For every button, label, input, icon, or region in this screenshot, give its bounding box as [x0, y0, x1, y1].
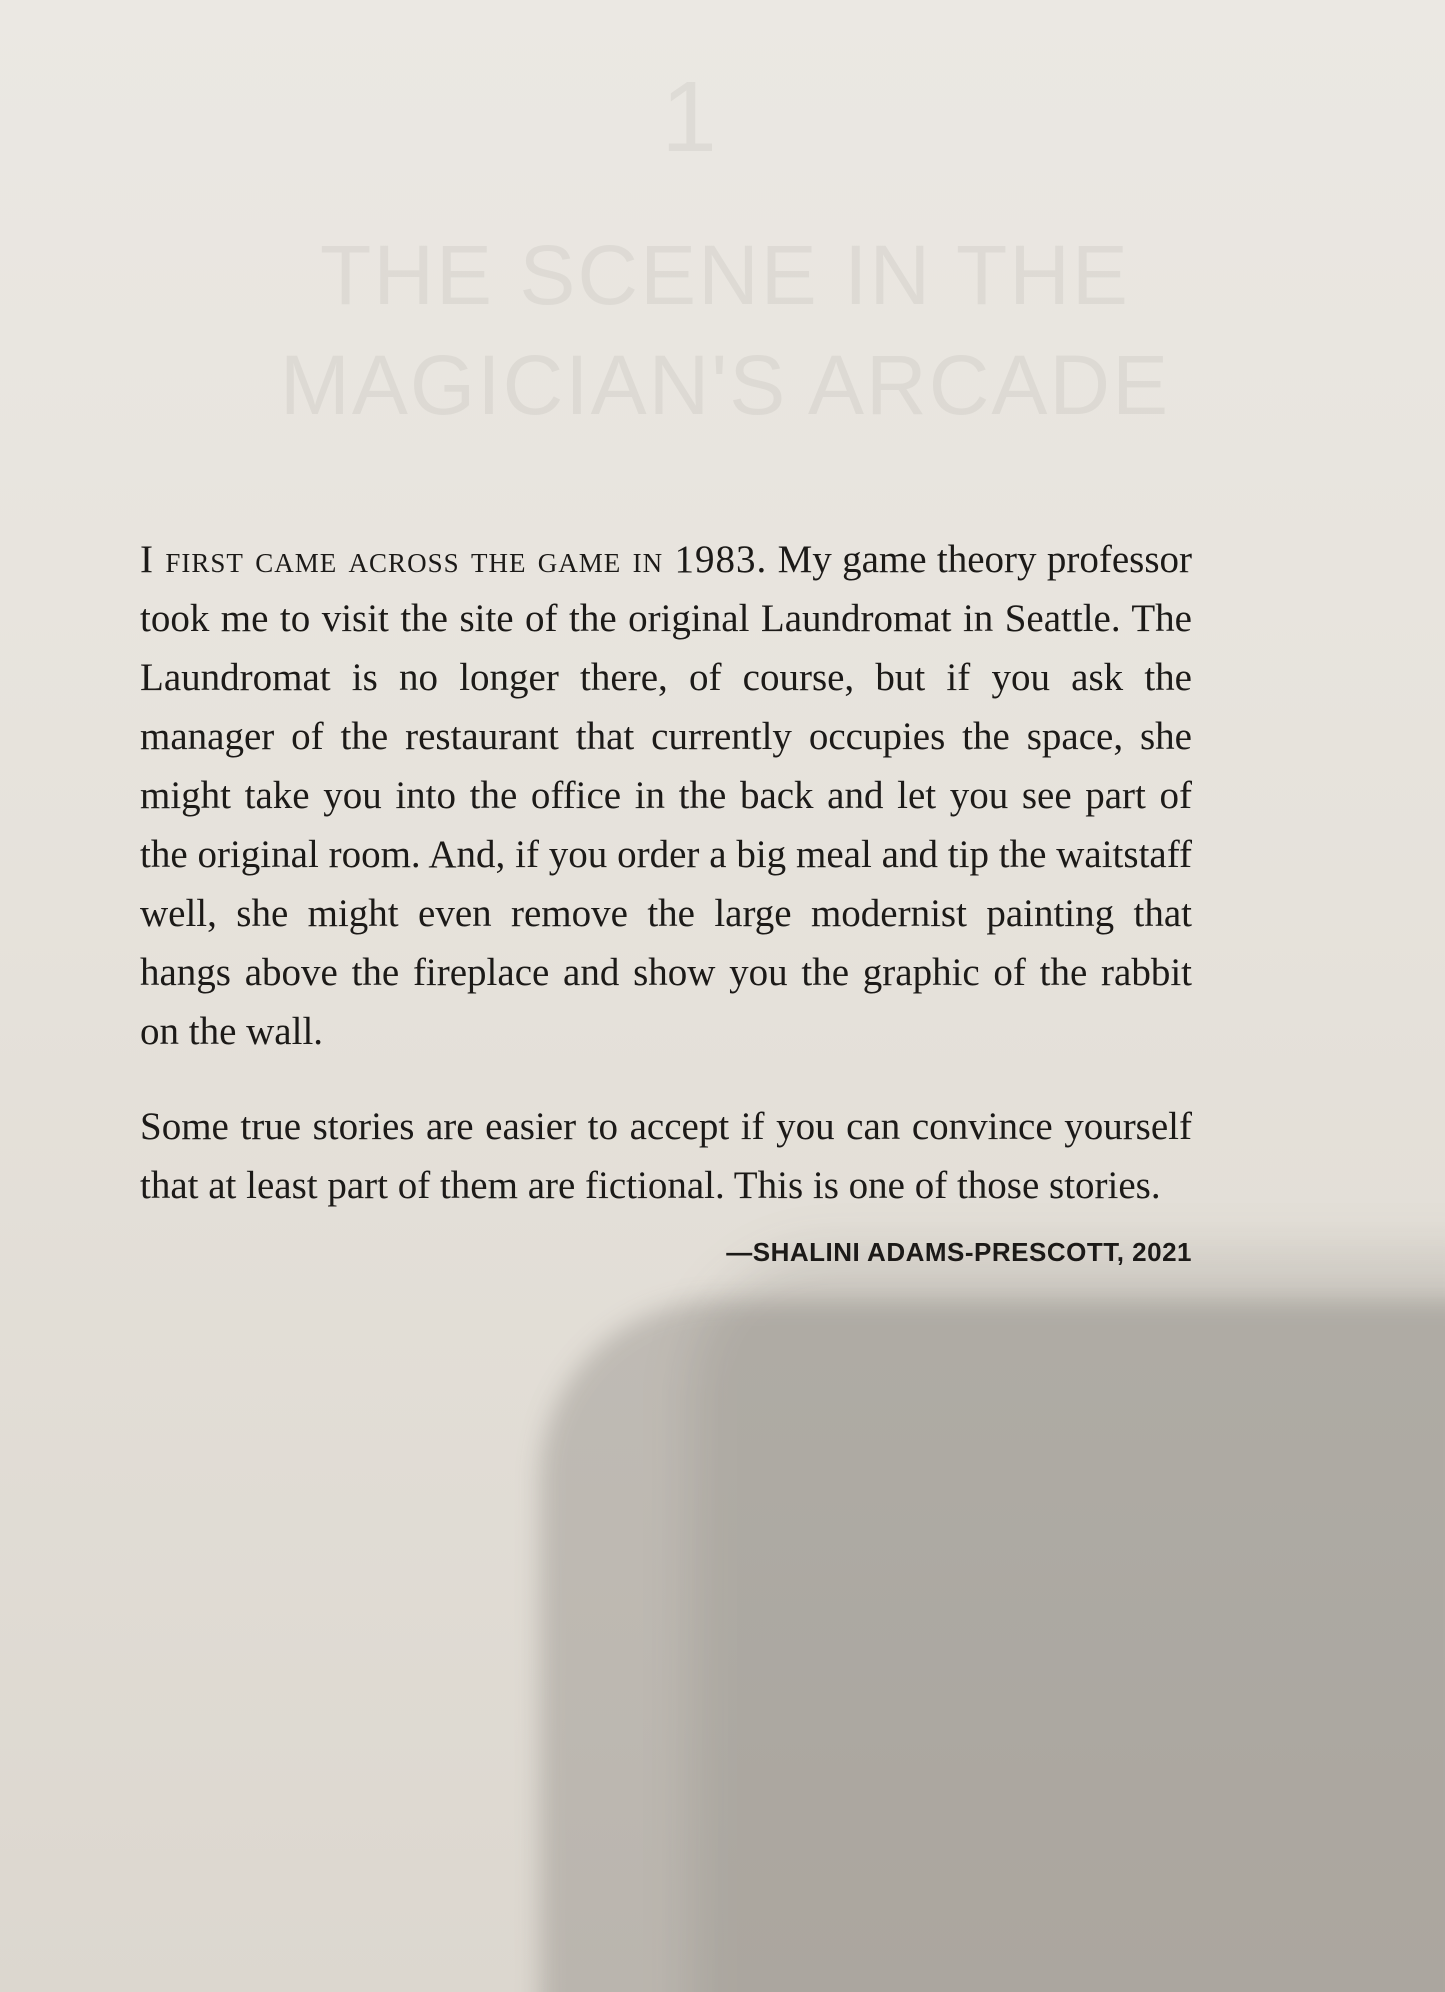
- bleed-through-chapter-title: THE SCENE IN THE MAGICIAN'S ARCADE: [279, 228, 1171, 432]
- attribution: —SHALINI ADAMS-PRESCOTT, 2021: [726, 1237, 1192, 1267]
- epigraph: [140, 530, 1192, 1268]
- epigraph-paragraph-1: [140, 530, 1192, 1061]
- bleed-through-chapter-number: 1: [661, 61, 719, 173]
- lead-in-smallcaps: I first came across the game in 1983.: [140, 538, 768, 581]
- epigraph-paragraph-2: Some true stories are easier to accept if you can convince yourself that at least part of them are fictional. This is one of those stories.: [140, 1105, 1192, 1207]
- paragraph-1-text: My game theory professor took me to visit the site of the original Laundromat in Seattle. The Laundromat is no longer there, of course, but if you ask the manager of the restaurant that currently occupies the space, she might take you into the office in the back and let you see part of the original room. And, if you order a big meal and tip the waitstaff well, she might even remove the large modernist painting that hangs above the fireplace and show you the graphic of the rabbit on the wall.: [140, 538, 1192, 1053]
- hand-shadow: [540, 1300, 1445, 1992]
